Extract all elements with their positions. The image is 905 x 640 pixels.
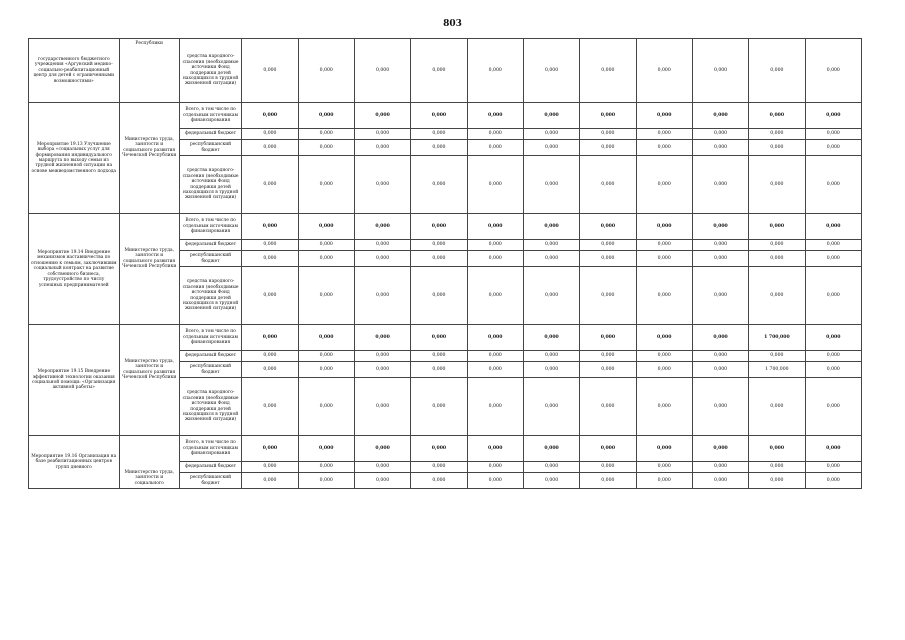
value-cell: 0,000 [354, 473, 410, 489]
value-cell: 0,000 [411, 39, 467, 103]
value-cell: 0,000 [467, 156, 523, 214]
source-cell: федеральный бюджет [179, 129, 241, 140]
value-cell: 0,000 [523, 378, 579, 436]
value-cell: 0,000 [298, 462, 354, 473]
value-cell: 0,000 [692, 362, 748, 378]
table-row [29, 214, 862, 240]
value-cell: 0,000 [636, 267, 692, 325]
value-cell: 0,000 [636, 129, 692, 140]
value-cell: 0,000 [749, 251, 805, 267]
value-cell: 0,000 [354, 267, 410, 325]
value-cell: 0,000 [467, 240, 523, 251]
value-cell: 0,000 [242, 103, 298, 129]
value-cell: 0,000 [636, 39, 692, 103]
value-cell: 0,000 [242, 140, 298, 156]
responsible-cell: Министерство труда, занятости и социального развития Чеченской Республики [119, 214, 179, 325]
value-cell: 0,000 [580, 378, 636, 436]
value-cell: 0,000 [467, 39, 523, 103]
value-cell: 0,000 [636, 140, 692, 156]
value-cell: 0,000 [242, 436, 298, 462]
value-cell: 0,000 [692, 103, 748, 129]
value-cell: 0,000 [411, 325, 467, 351]
value-cell: 0,000 [354, 251, 410, 267]
value-cell: 0,000 [692, 378, 748, 436]
value-cell: 0,000 [298, 351, 354, 362]
value-cell: 1 700,000 [749, 325, 805, 351]
value-cell: 0,000 [242, 156, 298, 214]
value-cell: 0,000 [298, 473, 354, 489]
value-cell: 0,000 [692, 156, 748, 214]
value-cell: 0,000 [805, 140, 861, 156]
value-cell: 0,000 [749, 103, 805, 129]
value-cell: 0,000 [692, 462, 748, 473]
value-cell: 0,000 [467, 214, 523, 240]
value-cell: 0,000 [354, 378, 410, 436]
value-cell: 0,000 [580, 214, 636, 240]
value-cell: 0,000 [242, 462, 298, 473]
value-cell: 0,000 [467, 129, 523, 140]
value-cell: 0,000 [411, 267, 467, 325]
value-cell: 0,000 [805, 129, 861, 140]
value-cell: 0,000 [523, 325, 579, 351]
value-cell: 0,000 [523, 103, 579, 129]
source-cell: республиканский бюджет [179, 473, 241, 489]
value-cell: 0,000 [298, 156, 354, 214]
value-cell: 0,000 [692, 473, 748, 489]
value-cell: 0,000 [692, 251, 748, 267]
value-cell: 0,000 [411, 251, 467, 267]
value-cell: 0,000 [692, 240, 748, 251]
source-cell: Всего, в том числе по отдельным источникам финансирования [179, 325, 241, 351]
value-cell: 0,000 [467, 473, 523, 489]
value-cell: 0,000 [298, 103, 354, 129]
value-cell: 0,000 [411, 473, 467, 489]
value-cell: 0,000 [805, 214, 861, 240]
value-cell: 0,000 [805, 378, 861, 436]
source-cell: республиканский бюджет [179, 362, 241, 378]
value-cell: 0,000 [692, 325, 748, 351]
value-cell: 0,000 [242, 214, 298, 240]
value-cell: 0,000 [636, 473, 692, 489]
table-row [29, 39, 862, 103]
value-cell: 0,000 [467, 351, 523, 362]
value-cell: 0,000 [242, 129, 298, 140]
value-cell: 0,000 [523, 129, 579, 140]
value-cell: 0,000 [692, 39, 748, 103]
value-cell: 0,000 [298, 325, 354, 351]
responsible-cell: Республики [119, 39, 179, 103]
value-cell: 0,000 [749, 214, 805, 240]
value-cell: 0,000 [580, 436, 636, 462]
value-cell: 0,000 [805, 462, 861, 473]
value-cell: 0,000 [805, 39, 861, 103]
event-cell: Мероприятие 19.15 Внедрение эффективной технологии оказания социальной помощи: «Организация активной работы» [29, 325, 120, 436]
value-cell: 0,000 [523, 436, 579, 462]
source-cell: республиканский бюджет [179, 140, 241, 156]
value-cell: 0,000 [298, 214, 354, 240]
value-cell: 0,000 [523, 351, 579, 362]
source-cell: средства народного-спасения (необходимые источники Фонд поддержки детей находящихся в трудной жизненной ситуации) [179, 156, 241, 214]
value-cell: 0,000 [242, 362, 298, 378]
value-cell: 0,000 [242, 267, 298, 325]
value-cell: 0,000 [692, 267, 748, 325]
value-cell: 0,000 [805, 351, 861, 362]
value-cell: 0,000 [749, 351, 805, 362]
value-cell: 0,000 [580, 156, 636, 214]
value-cell: 0,000 [749, 140, 805, 156]
value-cell: 0,000 [354, 140, 410, 156]
value-cell: 0,000 [523, 362, 579, 378]
value-cell: 0,000 [467, 140, 523, 156]
value-cell: 0,000 [636, 378, 692, 436]
value-cell: 0,000 [523, 267, 579, 325]
value-cell: 0,000 [805, 156, 861, 214]
value-cell: 0,000 [749, 240, 805, 251]
value-cell: 0,000 [354, 214, 410, 240]
value-cell: 0,000 [242, 325, 298, 351]
value-cell: 0,000 [805, 325, 861, 351]
event-cell: Мероприятие 19.16 Организация на базе реабилитационных центров групп дневного [29, 436, 120, 489]
value-cell: 0,000 [411, 103, 467, 129]
value-cell: 0,000 [580, 240, 636, 251]
value-cell: 0,000 [523, 39, 579, 103]
value-cell: 0,000 [692, 351, 748, 362]
value-cell: 0,000 [242, 351, 298, 362]
event-cell: государственного бюджетного учреждения «Аргунский медико-социально-реабилитационный центр для детей с ограниченными возможностями» [29, 39, 120, 103]
value-cell: 0,000 [467, 378, 523, 436]
value-cell: 0,000 [523, 251, 579, 267]
source-cell: федеральный бюджет [179, 462, 241, 473]
value-cell: 0,000 [411, 156, 467, 214]
value-cell: 0,000 [580, 473, 636, 489]
value-cell: 0,000 [354, 129, 410, 140]
source-cell: Всего, в том числе по отдельным источникам финансирования [179, 214, 241, 240]
page-number: 803 [443, 19, 462, 29]
value-cell: 0,000 [411, 351, 467, 362]
source-cell: федеральный бюджет [179, 351, 241, 362]
value-cell: 0,000 [636, 351, 692, 362]
value-cell: 0,000 [580, 462, 636, 473]
value-cell: 0,000 [580, 251, 636, 267]
value-cell: 0,000 [805, 103, 861, 129]
value-cell: 0,000 [636, 251, 692, 267]
value-cell: 0,000 [242, 240, 298, 251]
value-cell: 0,000 [749, 267, 805, 325]
source-cell: федеральный бюджет [179, 240, 241, 251]
value-cell: 0,000 [636, 240, 692, 251]
value-cell: 0,000 [523, 140, 579, 156]
value-cell: 0,000 [298, 362, 354, 378]
source-cell: средства народного-спасения (необходимые источники Фонд поддержки детей находящихся в трудной жизненной ситуации) [179, 39, 241, 103]
value-cell: 0,000 [749, 462, 805, 473]
value-cell: 0,000 [467, 267, 523, 325]
value-cell: 0,000 [467, 103, 523, 129]
value-cell: 0,000 [298, 39, 354, 103]
value-cell: 0,000 [523, 214, 579, 240]
source-cell: Всего, в том числе по отдельным источникам финансирования [179, 436, 241, 462]
value-cell: 0,000 [298, 240, 354, 251]
value-cell: 0,000 [298, 129, 354, 140]
source-cell: средства народного-спасения (необходимые источники Фонд поддержки детей находящихся в трудной жизненной ситуации) [179, 267, 241, 325]
value-cell: 0,000 [580, 140, 636, 156]
value-cell: 0,000 [523, 473, 579, 489]
value-cell: 0,000 [354, 240, 410, 251]
value-cell: 0,000 [411, 129, 467, 140]
value-cell: 0,000 [242, 378, 298, 436]
value-cell: 0,000 [298, 140, 354, 156]
value-cell: 0,000 [692, 214, 748, 240]
value-cell: 0,000 [411, 378, 467, 436]
value-cell: 0,000 [805, 267, 861, 325]
value-cell: 0,000 [749, 378, 805, 436]
value-cell: 0,000 [580, 351, 636, 362]
value-cell: 0,000 [242, 39, 298, 103]
value-cell: 0,000 [749, 39, 805, 103]
value-cell: 0,000 [298, 436, 354, 462]
value-cell: 0,000 [354, 462, 410, 473]
value-cell: 0,000 [298, 251, 354, 267]
value-cell: 0,000 [636, 103, 692, 129]
value-cell: 0,000 [805, 436, 861, 462]
value-cell: 0,000 [636, 156, 692, 214]
responsible-cell: Министерство труда, занятости и социального развития Чеченской Республики [119, 325, 179, 436]
value-cell: 0,000 [636, 325, 692, 351]
value-cell: 0,000 [467, 436, 523, 462]
event-cell: Мероприятие 19.14 Внедрение механизмов наставничества по отношению к семьям, заключившим социальный контракт на развитие собственного бизнеса, трудоустройство по числу успешных предпринимателей [29, 214, 120, 325]
budget-table [28, 38, 862, 489]
value-cell: 0,000 [580, 267, 636, 325]
value-cell: 0,000 [411, 140, 467, 156]
value-cell: 0,000 [580, 103, 636, 129]
value-cell: 0,000 [580, 325, 636, 351]
value-cell: 0,000 [411, 240, 467, 251]
value-cell: 0,000 [523, 156, 579, 214]
table-row [29, 436, 862, 462]
value-cell: 0,000 [805, 362, 861, 378]
value-cell: 0,000 [354, 103, 410, 129]
value-cell: 1 700,000 [749, 362, 805, 378]
value-cell: 0,000 [580, 362, 636, 378]
value-cell: 0,000 [242, 473, 298, 489]
value-cell: 0,000 [580, 129, 636, 140]
value-cell: 0,000 [805, 473, 861, 489]
value-cell: 0,000 [354, 351, 410, 362]
value-cell: 0,000 [354, 362, 410, 378]
value-cell: 0,000 [636, 362, 692, 378]
value-cell: 0,000 [580, 39, 636, 103]
value-cell: 0,000 [411, 214, 467, 240]
value-cell: 0,000 [467, 362, 523, 378]
value-cell: 0,000 [805, 240, 861, 251]
source-cell: Всего, в том числе по отдельным источникам финансирования [179, 103, 241, 129]
value-cell: 0,000 [411, 436, 467, 462]
value-cell: 0,000 [692, 436, 748, 462]
event-cell: Мероприятие 19.13 Улучшение выбора «социальных услуг для формирования индивидуального маршрута по выходу семьи из трудной жизненной ситуации на основе межведомственного подхода [29, 103, 120, 214]
responsible-cell: Министерство труда, занятости и социального развития Чеченской Республики [119, 103, 179, 214]
value-cell: 0,000 [298, 378, 354, 436]
value-cell: 0,000 [354, 436, 410, 462]
value-cell: 0,000 [692, 129, 748, 140]
value-cell: 0,000 [467, 325, 523, 351]
value-cell: 0,000 [354, 156, 410, 214]
value-cell: 0,000 [523, 240, 579, 251]
value-cell: 0,000 [805, 251, 861, 267]
value-cell: 0,000 [749, 129, 805, 140]
value-cell: 0,000 [749, 473, 805, 489]
responsible-cell: Министерство труда, занятости и социального [119, 436, 179, 489]
value-cell: 0,000 [636, 214, 692, 240]
value-cell: 0,000 [749, 436, 805, 462]
source-cell: средства народного-спасения (необходимые источники Фонд поддержки детей находящихся в трудной жизненной ситуации) [179, 378, 241, 436]
value-cell: 0,000 [636, 436, 692, 462]
source-cell: республиканский бюджет [179, 251, 241, 267]
value-cell: 0,000 [242, 251, 298, 267]
value-cell: 0,000 [692, 140, 748, 156]
value-cell: 0,000 [749, 156, 805, 214]
table-row [29, 325, 862, 351]
value-cell: 0,000 [467, 251, 523, 267]
value-cell: 0,000 [411, 362, 467, 378]
value-cell: 0,000 [411, 462, 467, 473]
value-cell: 0,000 [636, 462, 692, 473]
table-row [29, 103, 862, 129]
value-cell: 0,000 [298, 267, 354, 325]
value-cell: 0,000 [354, 39, 410, 103]
value-cell: 0,000 [467, 462, 523, 473]
value-cell: 0,000 [354, 325, 410, 351]
value-cell: 0,000 [523, 462, 579, 473]
